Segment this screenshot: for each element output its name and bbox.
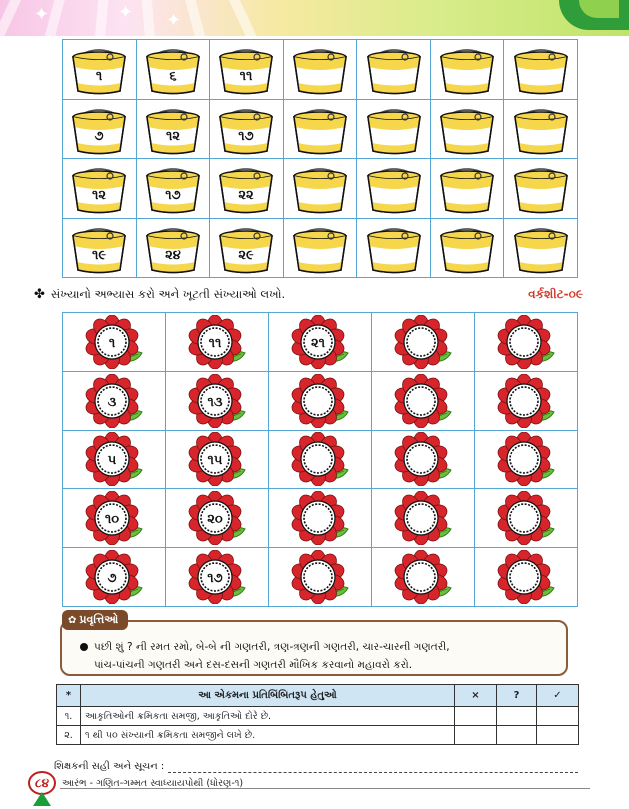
bucket-blank[interactable] bbox=[504, 218, 578, 278]
bucket-filled bbox=[136, 159, 210, 219]
bucket-blank[interactable] bbox=[283, 99, 357, 159]
flower-icon bbox=[288, 315, 352, 369]
objective-number: ૧. bbox=[57, 707, 81, 726]
bucket-number: ૧૨ bbox=[92, 188, 107, 204]
flower-icon bbox=[82, 491, 146, 545]
flower-row bbox=[63, 489, 578, 548]
flower-icon bbox=[82, 374, 146, 428]
bucket-number: ૨૯ bbox=[238, 247, 255, 263]
bucket-icon bbox=[140, 222, 206, 274]
activity-text bbox=[80, 638, 560, 674]
flower-blank[interactable] bbox=[372, 430, 475, 489]
bucket-filled bbox=[210, 159, 284, 219]
flower-filled bbox=[166, 430, 269, 489]
bucket-grid bbox=[62, 39, 578, 278]
bucket-icon bbox=[361, 43, 427, 95]
bucket-icon bbox=[508, 103, 574, 155]
bucket-icon bbox=[361, 222, 427, 274]
triangle-icon bbox=[33, 792, 51, 806]
objective-row bbox=[57, 726, 579, 745]
bucket-icon bbox=[287, 162, 353, 214]
flower-blank[interactable] bbox=[269, 548, 372, 607]
maybe-checkbox[interactable] bbox=[497, 726, 537, 745]
clover-icon: ✤ bbox=[34, 287, 45, 302]
bucket-filled bbox=[210, 40, 284, 100]
flower-icon bbox=[288, 374, 352, 428]
flower-icon bbox=[185, 491, 249, 545]
page-number: ૮૪ bbox=[28, 771, 56, 795]
bucket-filled bbox=[63, 159, 137, 219]
flower-blank[interactable] bbox=[475, 430, 578, 489]
bucket-icon bbox=[66, 43, 132, 95]
flower-blank[interactable] bbox=[475, 313, 578, 372]
bucket-blank[interactable] bbox=[283, 159, 357, 219]
flower-blank[interactable] bbox=[372, 371, 475, 430]
bucket-blank[interactable] bbox=[504, 99, 578, 159]
flower-row bbox=[63, 548, 578, 607]
star-icon: ✦ bbox=[166, 10, 182, 31]
bucket-blank[interactable] bbox=[357, 218, 431, 278]
flower-icon bbox=[82, 550, 146, 604]
bucket-icon bbox=[66, 222, 132, 274]
flower-blank[interactable] bbox=[269, 430, 372, 489]
flower-number: ૧૧ bbox=[208, 335, 222, 351]
worksheet-label: વર્કશીટ-૦૯ bbox=[528, 287, 583, 301]
bucket-filled bbox=[210, 99, 284, 159]
signature-label: શિક્ષકની સહી અને સૂચન : bbox=[54, 761, 165, 772]
flower-number: ૭ bbox=[107, 571, 117, 587]
instruction bbox=[34, 287, 285, 302]
bucket-icon bbox=[213, 43, 279, 95]
activity-line-2: પાંચ-પાંચની ગણતરી અને દસ-દસની ગણતરી મૌખિક કરવાનો મહાવરો કરો. bbox=[94, 659, 413, 671]
bucket-number: ૭ bbox=[94, 128, 104, 144]
flower-icon: ✿ bbox=[68, 614, 77, 626]
footer-title: આરંભ - ગણિત-ગમ્મત સ્વાધ્યાયપોથી (ધોરણ-૧) bbox=[62, 777, 244, 789]
bucket-icon bbox=[287, 222, 353, 274]
yes-checkbox[interactable] bbox=[537, 726, 579, 745]
flower-blank[interactable] bbox=[372, 313, 475, 372]
flower-blank[interactable] bbox=[269, 371, 372, 430]
activity-tab-label: પ્રવૃત્તિઓ bbox=[79, 613, 119, 626]
objectives-header bbox=[57, 685, 579, 707]
flower-icon bbox=[391, 432, 455, 486]
flower-row bbox=[63, 371, 578, 430]
bucket-number: ૧૭ bbox=[165, 188, 181, 204]
bucket-icon bbox=[508, 162, 574, 214]
flower-filled bbox=[63, 371, 166, 430]
bucket-blank[interactable] bbox=[430, 99, 504, 159]
no-mark-column: × bbox=[455, 685, 497, 707]
bucket-blank[interactable] bbox=[283, 40, 357, 100]
objective-row bbox=[57, 707, 579, 726]
bucket-icon bbox=[140, 162, 206, 214]
bucket-blank[interactable] bbox=[504, 40, 578, 100]
bucket-icon bbox=[434, 43, 500, 95]
flower-blank[interactable] bbox=[372, 548, 475, 607]
bucket-number: ૧૭ bbox=[238, 128, 255, 144]
flower-icon bbox=[185, 432, 249, 486]
bucket-blank[interactable] bbox=[504, 159, 578, 219]
no-checkbox[interactable] bbox=[455, 726, 497, 745]
flower-icon bbox=[391, 491, 455, 545]
bucket-icon bbox=[434, 222, 500, 274]
bucket-number: ૨૪ bbox=[164, 247, 181, 263]
bucket-icon bbox=[213, 222, 279, 274]
flower-icon bbox=[82, 432, 146, 486]
bucket-number: ૧૨ bbox=[165, 128, 180, 144]
star-icon: ✦ bbox=[34, 4, 50, 25]
no-checkbox[interactable] bbox=[455, 707, 497, 726]
bucket-filled bbox=[136, 218, 210, 278]
bucket-filled bbox=[63, 40, 137, 100]
maybe-mark-column: ? bbox=[497, 685, 537, 707]
yes-mark-column: ✓ bbox=[537, 685, 579, 707]
bucket-icon bbox=[508, 43, 574, 95]
flower-number: ૩ bbox=[107, 394, 117, 410]
bucket-icon bbox=[287, 43, 353, 95]
flower-icon bbox=[391, 550, 455, 604]
flower-icon bbox=[494, 432, 558, 486]
maybe-checkbox[interactable] bbox=[497, 707, 537, 726]
bucket-icon bbox=[66, 103, 132, 155]
activity-line-1: પછી શું ? ની રમત રમો, બે-બે ની ગણતરી, ત્રણ-ત્રણની ગણતરી, ચાર-ચારની ગણતરી, bbox=[94, 641, 450, 653]
bucket-blank[interactable] bbox=[430, 159, 504, 219]
flower-filled bbox=[166, 548, 269, 607]
flower-filled bbox=[63, 313, 166, 372]
flower-icon bbox=[391, 315, 455, 369]
bucket-icon bbox=[287, 103, 353, 155]
objective-text: ૧ થી ૫૦ સંખ્યાની ક્રમિકતા સમજીને લખે છે. bbox=[81, 726, 455, 745]
flower-number: ૧ bbox=[108, 335, 116, 351]
flower-filled bbox=[166, 371, 269, 430]
bucket-number: ૧૧ bbox=[240, 69, 253, 85]
bucket-icon bbox=[361, 103, 427, 155]
flower-number: ૨૦ bbox=[207, 512, 223, 528]
bucket-icon bbox=[213, 103, 279, 155]
flower-icon bbox=[288, 432, 352, 486]
bucket-icon bbox=[140, 43, 206, 95]
bucket-icon bbox=[361, 162, 427, 214]
bucket-icon bbox=[213, 162, 279, 214]
objective-number: ૨. bbox=[57, 726, 81, 745]
bucket-blank[interactable] bbox=[357, 159, 431, 219]
flower-filled bbox=[63, 430, 166, 489]
flower-icon bbox=[494, 550, 558, 604]
bucket-blank[interactable] bbox=[357, 99, 431, 159]
bucket-row bbox=[63, 99, 578, 159]
flower-icon bbox=[185, 374, 249, 428]
bucket-number: ૨૨ bbox=[238, 188, 255, 204]
bucket-icon bbox=[66, 162, 132, 214]
bucket-blank[interactable] bbox=[430, 218, 504, 278]
flower-filled bbox=[63, 489, 166, 548]
bucket-filled bbox=[63, 218, 137, 278]
bucket-icon bbox=[140, 103, 206, 155]
flower-filled bbox=[166, 489, 269, 548]
bucket-filled bbox=[136, 99, 210, 159]
flower-filled bbox=[63, 548, 166, 607]
flower-number: ૫ bbox=[107, 453, 117, 469]
flower-row bbox=[63, 313, 578, 372]
flower-icon bbox=[185, 550, 249, 604]
flower-icon bbox=[391, 374, 455, 428]
flower-filled bbox=[269, 313, 372, 372]
objectives-star: * bbox=[57, 685, 81, 707]
footer bbox=[28, 771, 243, 795]
flower-blank[interactable] bbox=[475, 371, 578, 430]
bucket-filled bbox=[136, 40, 210, 100]
objectives-title: આ એકમના પ્રતિબિંબિતરૂપ હેતુઓ bbox=[81, 685, 455, 707]
flower-blank[interactable] bbox=[475, 548, 578, 607]
bucket-icon bbox=[434, 103, 500, 155]
bucket-row bbox=[63, 159, 578, 219]
bucket-icon bbox=[508, 222, 574, 274]
yes-checkbox[interactable] bbox=[537, 707, 579, 726]
flower-icon bbox=[288, 550, 352, 604]
activity-tab bbox=[62, 610, 128, 630]
flower-filled bbox=[166, 313, 269, 372]
flower-grid bbox=[62, 312, 578, 607]
objectives-table bbox=[56, 684, 579, 745]
flower-icon bbox=[494, 491, 558, 545]
bucket-blank[interactable] bbox=[357, 40, 431, 100]
flower-number: ૧૩ bbox=[207, 394, 223, 410]
flower-icon bbox=[82, 315, 146, 369]
flower-row bbox=[63, 430, 578, 489]
flower-blank[interactable] bbox=[372, 489, 475, 548]
bucket-filled bbox=[210, 218, 284, 278]
star-icon: ✦ bbox=[118, 2, 134, 23]
bucket-icon bbox=[434, 162, 500, 214]
flower-icon bbox=[494, 374, 558, 428]
bullet-icon bbox=[80, 643, 88, 651]
flower-blank[interactable] bbox=[475, 489, 578, 548]
bucket-number: ૧ bbox=[96, 69, 103, 85]
instruction-text: સંખ્યાનો અભ્યાસ કરો અને ખૂટતી સંખ્યાઓ લખો. bbox=[50, 287, 286, 301]
flower-number: ૧૦ bbox=[104, 512, 120, 528]
flower-icon bbox=[494, 315, 558, 369]
flower-number: ૧૫ bbox=[207, 453, 223, 469]
bucket-row bbox=[63, 40, 578, 100]
bucket-blank[interactable] bbox=[430, 40, 504, 100]
bucket-number: ૧૯ bbox=[92, 247, 107, 263]
flower-blank[interactable] bbox=[269, 489, 372, 548]
bucket-blank[interactable] bbox=[283, 218, 357, 278]
objective-text: આકૃતિઓની ક્રમિકતા સમજી, આકૃતિઓ દોરે છે. bbox=[81, 707, 455, 726]
flower-icon bbox=[288, 491, 352, 545]
flower-number: ૨૧ bbox=[310, 335, 326, 351]
bucket-number: ૬ bbox=[169, 69, 177, 85]
bucket-filled bbox=[63, 99, 137, 159]
flower-icon bbox=[185, 315, 249, 369]
top-banner bbox=[0, 0, 629, 36]
flower-number: ૧૭ bbox=[207, 571, 223, 587]
bucket-row bbox=[63, 218, 578, 278]
